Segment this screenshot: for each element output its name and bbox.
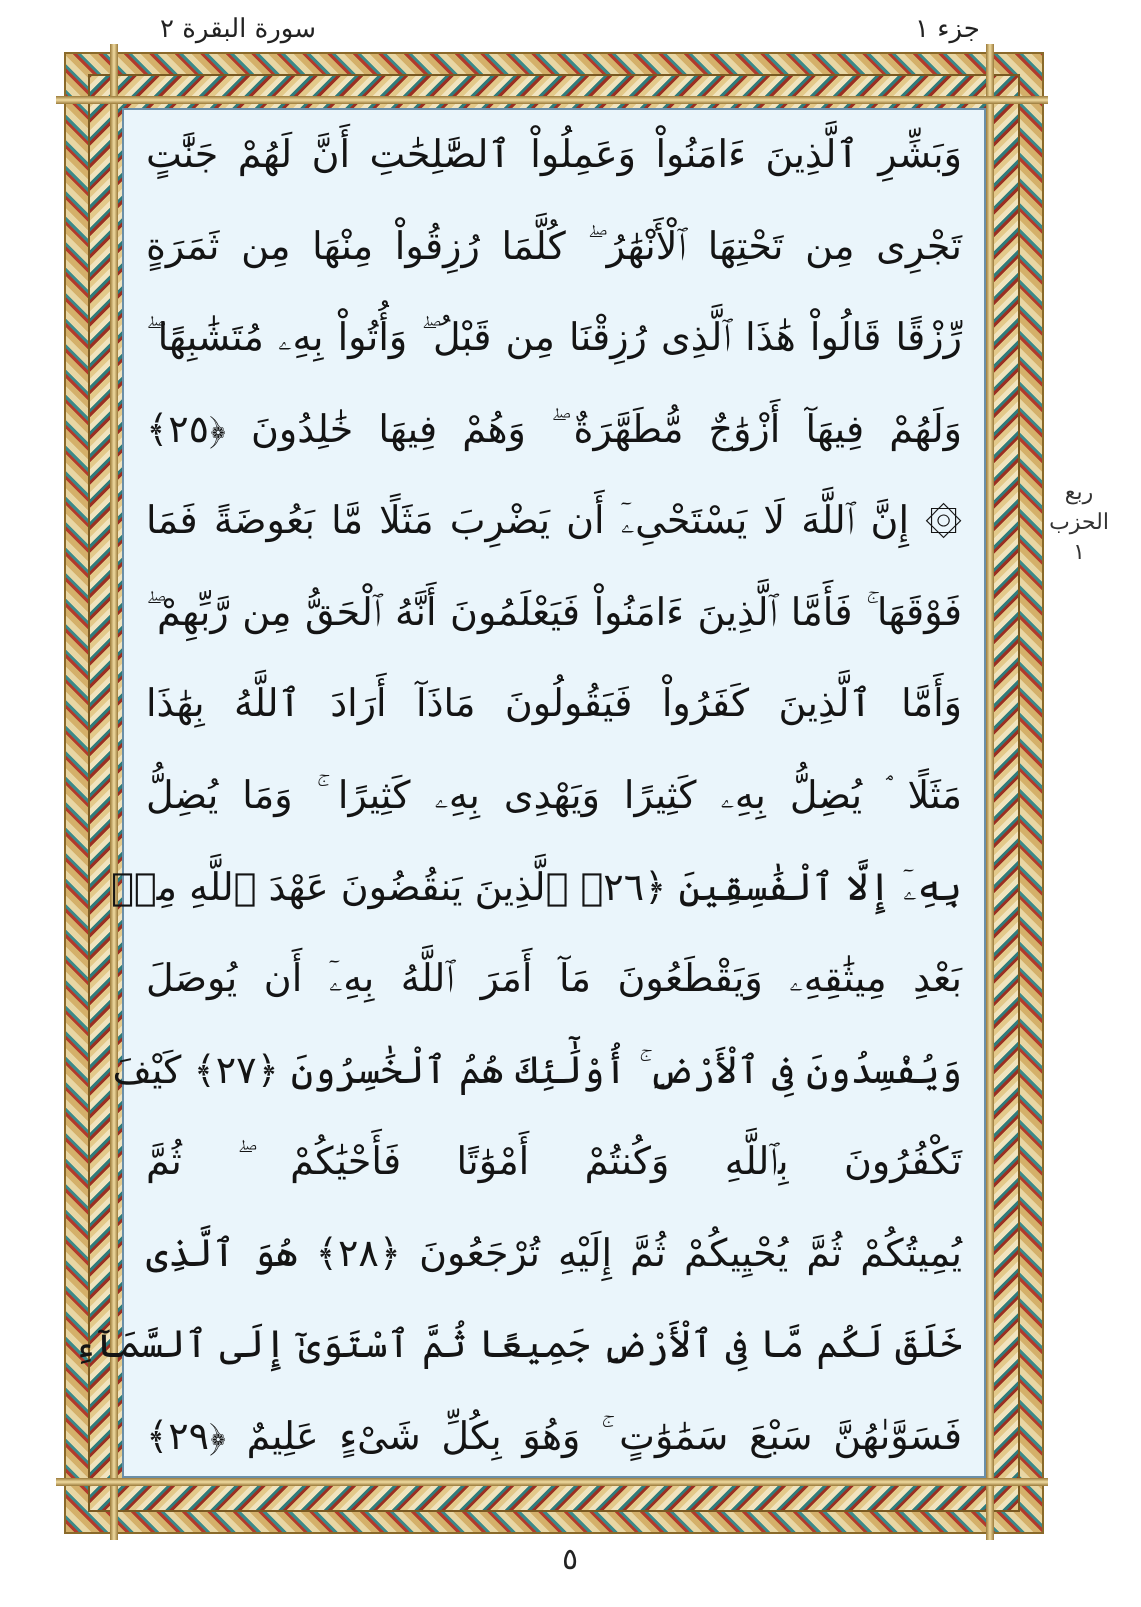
verse-line-6: فَوْقَهَا ۚ فَأَمَّا ٱلَّذِينَ ءَامَنُواْ فَيَعْلَمُونَ أَنَّهُ ٱلْحَقُّ مِن رَّبِّهِمْ ۖ [146,589,962,634]
juz-header: جزء ١ [915,14,980,44]
verse-lines [73,124,962,1466]
text-panel [73,108,986,1478]
verse-line-5: ۞ إِنَّ ٱللَّهَ لَا يَسْتَحْىِۦٓ أَن يَضْرِبَ مَثَلًا مَّا بَعُوضَةً فَمَا [146,498,962,543]
hizb-marker-line-2: الحزب [1049,510,1109,535]
verse-line-13: يُمِيتُكُمْ ثُمَّ يُحْيِيكُمْ ثُمَّ إِلَيْهِ تُرْجَعُونَ ﴿٢٨﴾ هُوَ ٱلَّذِى [146,1230,962,1275]
verse-line-12: تَكْفُرُونَ بِٱللَّهِ وَكُنتُمْ أَمْوَٰتًا فَأَحْيَٰكُمْ ۖ ثُمَّ [146,1139,962,1184]
verse-line-15: فَسَوَّىٰهُنَّ سَبْعَ سَمَٰوَٰتٍ ۚ وَهُوَ بِكُلِّ شَىْءٍ عَلِيمٌ ﴿٢٩﴾ [146,1413,962,1458]
verse-line-14: خَلَقَ لَكُم مَّا فِى ٱلْأَرْضِ جَمِيعًا ثُمَّ ٱسْتَوَىٰٓ إِلَى ٱلسَّمَآءِ [73,1322,962,1367]
verse-line-3: رِّزْقًا قَالُواْ هَٰذَا ٱلَّذِى رُزِقْنَا مِن قَبْلُ ۖ وَأُتُواْ بِهِۦ مُتَشَٰبِهًا ۖ [146,315,962,360]
page-number: ٥ [561,1542,579,1577]
frame-rail-top [56,96,1048,104]
hizb-quarter-marker [1024,478,1134,568]
verse-line-4: وَلَهُمْ فِيهَآ أَزْوَٰجٌ مُّطَهَّرَةٌ ۖ وَهُمْ فِيهَا خَٰلِدُونَ ﴿٢٥﴾ [146,406,962,451]
surah-header: سورة البقرة ٢ [160,14,317,44]
verse-line-2: تَجْرِى مِن تَحْتِهَا ٱلْأَنْهَٰرُ ۖ كُلَّمَا رُزِقُواْ مِنْهَا مِن ثَمَرَةٍ [146,223,962,268]
verse-line-9: بِهِۦٓ إِلَّا ٱلْفَٰسِقِينَ ﴿٢٦﴾ ٱلَّذِينَ يَنقُضُونَ عَهْدَ ٱللَّهِ مِنۢ [111,864,962,909]
verse-line-10: بَعْدِ مِيثَٰقِهِۦ وَيَقْطَعُونَ مَآ أَمَرَ ٱللَّهُ بِهِۦٓ أَن يُوصَلَ [146,956,962,1001]
verse-line-11: وَيُفْسِدُونَ فِى ٱلْأَرْضِ ۚ أُوْلَٰٓئِكَ هُمُ ٱلْخَٰسِرُونَ ﴿٢٧﴾ كَيْفَ [112,1047,962,1092]
hizb-marker-line-3: ١ [1073,540,1085,565]
hizb-marker-line-1: ربع [1064,480,1094,505]
verse-line-1: وَبَشِّرِ ٱلَّذِينَ ءَامَنُواْ وَعَمِلُواْ ٱلصَّٰلِحَٰتِ أَنَّ لَهُمْ جَنَّٰتٍ [146,132,962,176]
frame-rail-right [986,44,994,1540]
frame-rail-bottom [56,1478,1048,1486]
verse-line-7: وَأَمَّا ٱلَّذِينَ كَفَرُواْ فَيَقُولُونَ مَاذَآ أَرَادَ ٱللَّهُ بِهَٰذَا [146,681,962,726]
verse-line-8: مَثَلًا ۘ يُضِلُّ بِهِۦ كَثِيرًا وَيَهْدِى بِهِۦ كَثِيرًا ۚ وَمَا يُضِلُّ [146,772,962,817]
